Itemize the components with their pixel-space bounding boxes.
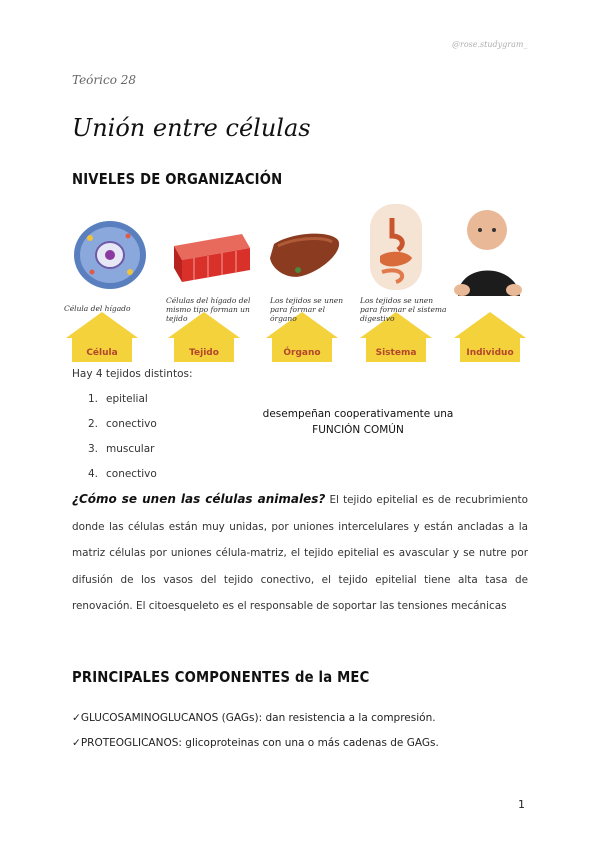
body-paragraph [72, 486, 528, 620]
list-label: muscular [106, 443, 155, 455]
organization-levels-figure [62, 200, 532, 365]
section-heading-levels: NIVELES DE ORGANIZACIÓN [72, 170, 283, 188]
page-number: 1 [518, 798, 525, 811]
page-title: Unión entre células [72, 114, 311, 142]
list-label: conectivo [106, 418, 157, 430]
caption-celula: Célula del hígado [64, 304, 131, 313]
tissues-callout [258, 406, 458, 438]
paragraph-text: El tejido epitelial es de recubrimiento donde las células están muy unidas, por uniones intercelulares y están ancladas a la matriz células por uniones célula-matriz, el tejido epitelial es avascular y se nutre por difusión de los vasos del tejido conectivo, el tejido epitelial tiene alta tasa de renovación. El citoesqueleto es el responsable de soportar las tensiones mecánicas [72, 494, 528, 612]
list-number: 1. [88, 393, 99, 405]
paragraph-question: ¿Cómo se unen las células animales? [72, 492, 326, 506]
lesson-label: Teórico 28 [72, 73, 137, 87]
watermark: @rose.studygram_ [452, 40, 528, 49]
check-icon: ✓ [72, 712, 81, 724]
component-text: GLUCOSAMINOGLUCANOS (GAGs): dan resistencia a la compresión. [80, 712, 436, 724]
check-icon: ✓ [72, 737, 81, 749]
label-sistema: Sistema [375, 348, 417, 358]
label-individuo: Individuo [466, 348, 514, 358]
list-item [88, 468, 157, 480]
section-heading-mec: PRINCIPALES COMPONENTES de la MEC [72, 668, 370, 686]
label-celula: Célula [86, 348, 118, 358]
cell-illustration [74, 221, 146, 289]
baby-illustration [454, 210, 522, 296]
list-number: 3. [88, 443, 99, 455]
tissues-intro: Hay 4 tejidos distintos: [72, 368, 193, 380]
list-item [88, 418, 157, 430]
label-tejido: Tejido [189, 348, 219, 358]
caption-organo: Los tejidos se unen para formar el órgano [270, 296, 344, 323]
organization-levels-illustration [62, 200, 532, 365]
callout-line-1: desempeñan cooperativamente una [262, 408, 454, 420]
caption-sistema: Los tejidos se unen para formar el sistema digestivo [360, 296, 447, 323]
label-organo: Órgano [283, 348, 321, 358]
tissue-illustration [174, 234, 250, 282]
list-number: 2. [88, 418, 99, 430]
component-text: PROTEOGLICANOS: glicoproteinas con una o más cadenas de GAGs. [80, 737, 439, 749]
list-item [88, 393, 148, 405]
caption-tejido: Células del hígado del mismo tipo forman un tejido [166, 296, 251, 323]
list-number: 4. [88, 468, 99, 480]
list-label: conectivo [106, 468, 157, 480]
component-item [72, 712, 436, 724]
list-item [88, 443, 154, 455]
callout-line-2: FUNCIÓN COMÚN [312, 424, 404, 436]
digestive-system-illustration [370, 204, 422, 290]
component-item [72, 737, 439, 749]
liver-illustration [270, 234, 339, 277]
list-label: epitelial [106, 393, 148, 405]
